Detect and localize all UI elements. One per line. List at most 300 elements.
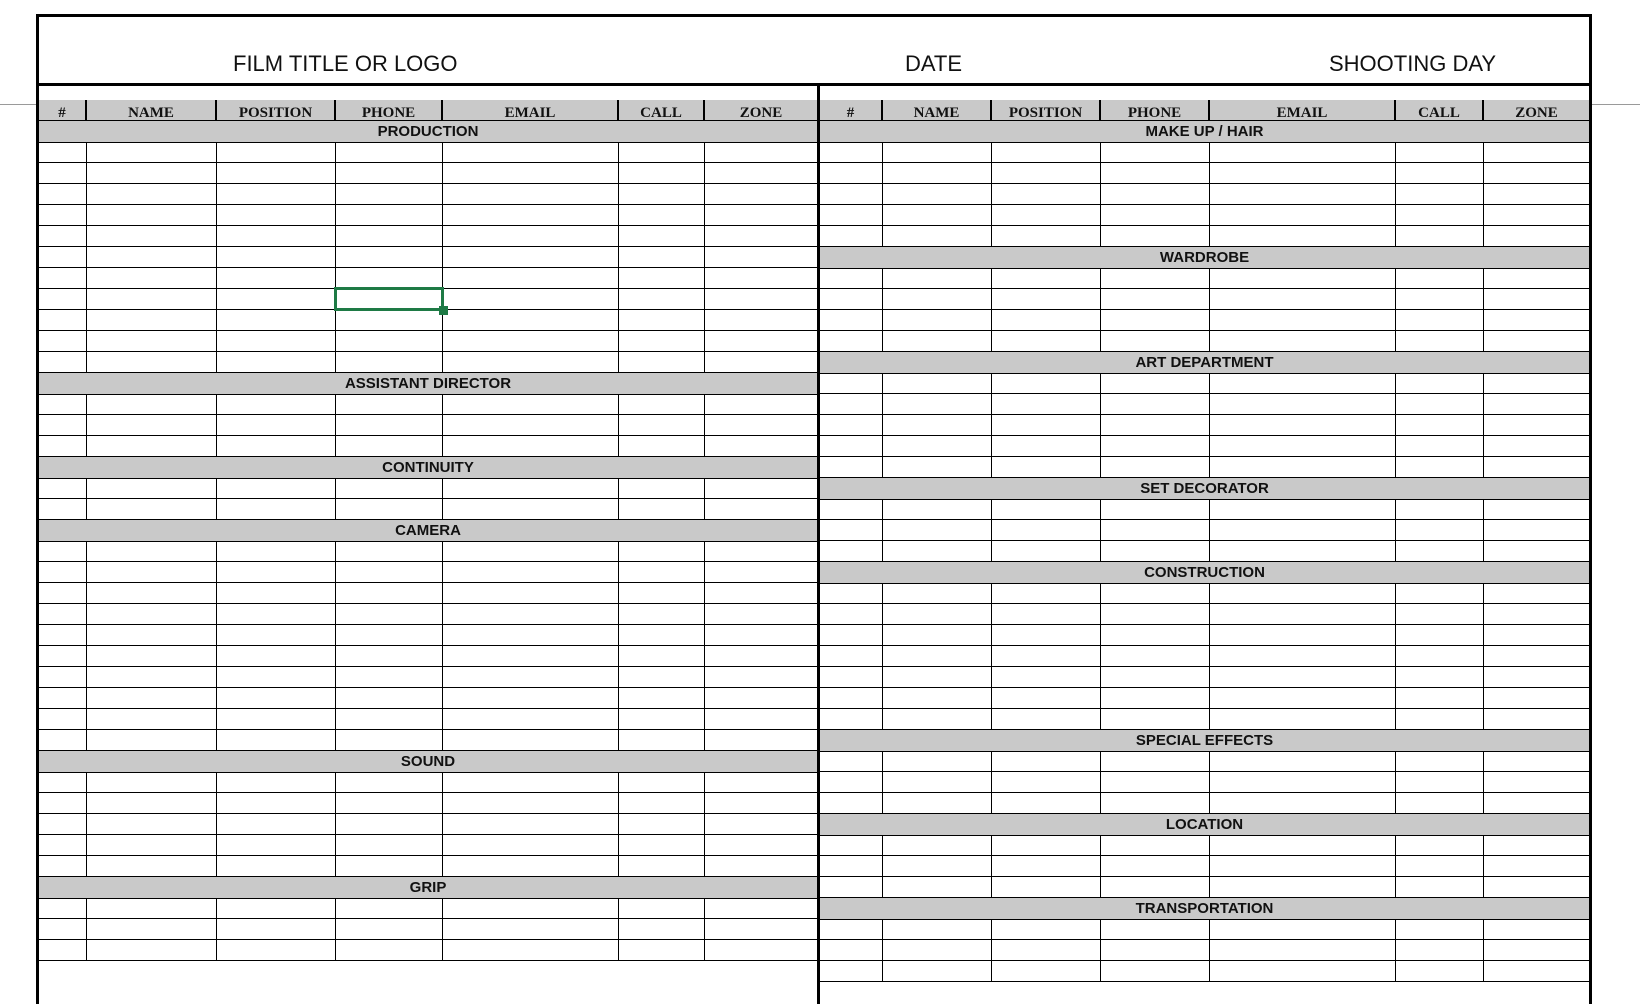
left-cell-zone[interactable]	[705, 625, 817, 646]
left-cell-num[interactable]	[39, 184, 87, 205]
section-wardrobe[interactable]: WARDROBE	[820, 247, 1589, 269]
film-title[interactable]: FILM TITLE OR LOGO	[233, 51, 458, 76]
section-special-effects[interactable]: SPECIAL EFFECTS	[820, 730, 1589, 752]
left-cell-call[interactable]	[619, 310, 705, 331]
left-cell-num[interactable]	[39, 352, 87, 373]
left-cell-call[interactable]	[619, 835, 705, 856]
right-cell-name[interactable]	[883, 310, 992, 331]
left-cell-name[interactable]	[87, 247, 217, 268]
right-cell-phone[interactable]	[1101, 184, 1210, 205]
left-cell-zone[interactable]	[705, 562, 817, 583]
left-cell-zone[interactable]	[705, 205, 817, 226]
left-cell-phone[interactable]	[336, 730, 443, 751]
right-cell-zone[interactable]	[1484, 646, 1589, 667]
left-cell-name[interactable]	[87, 583, 217, 604]
section-transportation[interactable]: TRANSPORTATION	[820, 898, 1589, 920]
right-cell-position[interactable]	[992, 583, 1101, 604]
left-cell-num[interactable]	[39, 268, 87, 289]
right-cell-name[interactable]	[883, 709, 992, 730]
left-cell-name[interactable]	[87, 625, 217, 646]
right-cell-call[interactable]	[1396, 310, 1484, 331]
right-cell-name[interactable]	[883, 268, 992, 289]
right-cell-call[interactable]	[1396, 856, 1484, 877]
left-cell-email[interactable]	[443, 289, 619, 310]
right-cell-email[interactable]	[1210, 709, 1396, 730]
left-cell-zone[interactable]	[705, 772, 817, 793]
right-cell-email[interactable]	[1210, 289, 1396, 310]
right-cell-call[interactable]	[1396, 772, 1484, 793]
right-cell-zone[interactable]	[1484, 142, 1589, 163]
left-cell-num[interactable]	[39, 499, 87, 520]
right-cell-name[interactable]	[883, 541, 992, 562]
left-cell-zone[interactable]	[705, 709, 817, 730]
right-cell-phone[interactable]	[1101, 331, 1210, 352]
right-cell-email[interactable]	[1210, 772, 1396, 793]
right-cell-email[interactable]	[1210, 604, 1396, 625]
left-cell-call[interactable]	[619, 730, 705, 751]
right-cell-email[interactable]	[1210, 394, 1396, 415]
right-cell-position[interactable]	[992, 415, 1101, 436]
right-cell-position[interactable]	[992, 394, 1101, 415]
right-cell-phone[interactable]	[1101, 436, 1210, 457]
right-cell-name[interactable]	[883, 226, 992, 247]
right-cell-email[interactable]	[1210, 541, 1396, 562]
left-cell-call[interactable]	[619, 646, 705, 667]
right-cell-name[interactable]	[883, 436, 992, 457]
left-cell-email[interactable]	[443, 436, 619, 457]
left-cell-num[interactable]	[39, 898, 87, 919]
left-cell-email[interactable]	[443, 205, 619, 226]
shooting-day-label[interactable]: SHOOTING DAY	[1329, 51, 1497, 76]
left-cell-zone[interactable]	[705, 310, 817, 331]
left-cell-email[interactable]	[443, 415, 619, 436]
left-cell-call[interactable]	[619, 394, 705, 415]
left-cell-call[interactable]	[619, 856, 705, 877]
left-cell-phone[interactable]	[336, 835, 443, 856]
right-cell-position[interactable]	[992, 709, 1101, 730]
left-cell-name[interactable]	[87, 856, 217, 877]
right-cell-num[interactable]	[820, 583, 883, 604]
right-cell-position[interactable]	[992, 457, 1101, 478]
left-cell-name[interactable]	[87, 730, 217, 751]
right-cell-num[interactable]	[820, 667, 883, 688]
right-cell-name[interactable]	[883, 415, 992, 436]
right-cell-call[interactable]	[1396, 793, 1484, 814]
left-cell-phone[interactable]	[336, 772, 443, 793]
right-cell-email[interactable]	[1210, 646, 1396, 667]
right-cell-email[interactable]	[1210, 583, 1396, 604]
left-cell-position[interactable]	[217, 856, 336, 877]
right-cell-position[interactable]	[992, 373, 1101, 394]
right-cell-name[interactable]	[883, 856, 992, 877]
left-cell-call[interactable]	[619, 709, 705, 730]
right-cell-num[interactable]	[820, 373, 883, 394]
right-cell-email[interactable]	[1210, 268, 1396, 289]
right-cell-phone[interactable]	[1101, 667, 1210, 688]
right-cell-call[interactable]	[1396, 667, 1484, 688]
left-cell-email[interactable]	[443, 730, 619, 751]
left-cell-name[interactable]	[87, 835, 217, 856]
left-col-header-position[interactable]: POSITION	[217, 100, 336, 121]
left-cell-email[interactable]	[443, 667, 619, 688]
left-cell-zone[interactable]	[705, 478, 817, 499]
left-cell-zone[interactable]	[705, 541, 817, 562]
left-cell-name[interactable]	[87, 667, 217, 688]
left-cell-email[interactable]	[443, 709, 619, 730]
right-cell-name[interactable]	[883, 163, 992, 184]
left-cell-phone[interactable]	[336, 352, 443, 373]
right-cell-call[interactable]	[1396, 583, 1484, 604]
left-cell-call[interactable]	[619, 289, 705, 310]
left-cell-num[interactable]	[39, 142, 87, 163]
left-cell-call[interactable]	[619, 793, 705, 814]
right-cell-name[interactable]	[883, 835, 992, 856]
left-cell-call[interactable]	[619, 562, 705, 583]
right-cell-position[interactable]	[992, 940, 1101, 961]
right-cell-zone[interactable]	[1484, 331, 1589, 352]
section-make-up-hair[interactable]: MAKE UP / HAIR	[820, 121, 1589, 143]
right-cell-zone[interactable]	[1484, 751, 1589, 772]
left-cell-num[interactable]	[39, 919, 87, 940]
left-cell-position[interactable]	[217, 331, 336, 352]
left-cell-zone[interactable]	[705, 436, 817, 457]
left-cell-phone[interactable]	[336, 541, 443, 562]
right-cell-call[interactable]	[1396, 457, 1484, 478]
left-cell-email[interactable]	[443, 583, 619, 604]
right-cell-phone[interactable]	[1101, 688, 1210, 709]
right-cell-name[interactable]	[883, 394, 992, 415]
right-cell-zone[interactable]	[1484, 436, 1589, 457]
right-cell-email[interactable]	[1210, 436, 1396, 457]
left-cell-num[interactable]	[39, 793, 87, 814]
left-cell-position[interactable]	[217, 226, 336, 247]
left-cell-num[interactable]	[39, 835, 87, 856]
left-cell-email[interactable]	[443, 940, 619, 961]
right-cell-call[interactable]	[1396, 520, 1484, 541]
left-cell-zone[interactable]	[705, 268, 817, 289]
left-cell-zone[interactable]	[705, 688, 817, 709]
left-cell-num[interactable]	[39, 688, 87, 709]
right-cell-phone[interactable]	[1101, 835, 1210, 856]
left-cell-phone[interactable]	[336, 814, 443, 835]
right-cell-phone[interactable]	[1101, 520, 1210, 541]
left-cell-position[interactable]	[217, 667, 336, 688]
right-cell-phone[interactable]	[1101, 373, 1210, 394]
right-cell-name[interactable]	[883, 667, 992, 688]
right-cell-zone[interactable]	[1484, 688, 1589, 709]
right-cell-zone[interactable]	[1484, 856, 1589, 877]
right-cell-zone[interactable]	[1484, 499, 1589, 520]
left-cell-num[interactable]	[39, 247, 87, 268]
right-cell-num[interactable]	[820, 310, 883, 331]
left-cell-position[interactable]	[217, 268, 336, 289]
right-cell-num[interactable]	[820, 877, 883, 898]
right-cell-position[interactable]	[992, 751, 1101, 772]
right-cell-phone[interactable]	[1101, 877, 1210, 898]
left-cell-zone[interactable]	[705, 667, 817, 688]
right-cell-phone[interactable]	[1101, 394, 1210, 415]
right-col-header-call[interactable]: CALL	[1396, 100, 1484, 121]
right-cell-num[interactable]	[820, 835, 883, 856]
right-cell-phone[interactable]	[1101, 415, 1210, 436]
right-cell-email[interactable]	[1210, 856, 1396, 877]
left-cell-phone[interactable]	[336, 940, 443, 961]
date-label[interactable]: DATE	[905, 51, 963, 76]
right-cell-num[interactable]	[820, 520, 883, 541]
left-col-header-email[interactable]: EMAIL	[443, 100, 619, 121]
left-cell-email[interactable]	[443, 835, 619, 856]
right-cell-email[interactable]	[1210, 499, 1396, 520]
right-col-header-phone[interactable]: PHONE	[1101, 100, 1210, 121]
right-cell-position[interactable]	[992, 163, 1101, 184]
right-cell-name[interactable]	[883, 604, 992, 625]
left-cell-name[interactable]	[87, 352, 217, 373]
left-cell-phone[interactable]	[336, 478, 443, 499]
left-cell-zone[interactable]	[705, 226, 817, 247]
right-cell-zone[interactable]	[1484, 919, 1589, 940]
left-cell-position[interactable]	[217, 394, 336, 415]
right-cell-phone[interactable]	[1101, 541, 1210, 562]
left-cell-phone[interactable]	[336, 499, 443, 520]
right-cell-num[interactable]	[820, 268, 883, 289]
right-cell-num[interactable]	[820, 142, 883, 163]
left-cell-phone[interactable]	[336, 646, 443, 667]
left-cell-call[interactable]	[619, 142, 705, 163]
left-cell-phone[interactable]	[336, 919, 443, 940]
left-cell-position[interactable]	[217, 625, 336, 646]
right-cell-zone[interactable]	[1484, 667, 1589, 688]
left-cell-num[interactable]	[39, 667, 87, 688]
right-cell-position[interactable]	[992, 961, 1101, 982]
left-cell-phone[interactable]	[336, 394, 443, 415]
right-cell-zone[interactable]	[1484, 772, 1589, 793]
left-cell-call[interactable]	[619, 940, 705, 961]
left-cell-name[interactable]	[87, 541, 217, 562]
left-cell-zone[interactable]	[705, 604, 817, 625]
right-cell-phone[interactable]	[1101, 268, 1210, 289]
right-cell-num[interactable]	[820, 625, 883, 646]
left-cell-num[interactable]	[39, 709, 87, 730]
left-cell-position[interactable]	[217, 415, 336, 436]
right-cell-email[interactable]	[1210, 373, 1396, 394]
right-cell-call[interactable]	[1396, 331, 1484, 352]
left-cell-email[interactable]	[443, 562, 619, 583]
right-cell-zone[interactable]	[1484, 226, 1589, 247]
left-cell-num[interactable]	[39, 310, 87, 331]
left-cell-phone[interactable]	[336, 793, 443, 814]
left-cell-num[interactable]	[39, 394, 87, 415]
left-cell-name[interactable]	[87, 772, 217, 793]
right-cell-phone[interactable]	[1101, 457, 1210, 478]
section-sound[interactable]: SOUND	[39, 751, 817, 773]
left-cell-name[interactable]	[87, 331, 217, 352]
right-cell-phone[interactable]	[1101, 961, 1210, 982]
left-cell-phone[interactable]	[336, 142, 443, 163]
left-cell-position[interactable]	[217, 352, 336, 373]
right-cell-name[interactable]	[883, 142, 992, 163]
left-col-header-call[interactable]: CALL	[619, 100, 705, 121]
right-cell-email[interactable]	[1210, 793, 1396, 814]
right-cell-num[interactable]	[820, 457, 883, 478]
right-cell-zone[interactable]	[1484, 940, 1589, 961]
right-cell-zone[interactable]	[1484, 877, 1589, 898]
left-cell-call[interactable]	[619, 436, 705, 457]
right-cell-position[interactable]	[992, 142, 1101, 163]
right-cell-position[interactable]	[992, 793, 1101, 814]
right-cell-position[interactable]	[992, 541, 1101, 562]
left-cell-zone[interactable]	[705, 730, 817, 751]
left-cell-call[interactable]	[619, 688, 705, 709]
left-cell-phone[interactable]	[336, 625, 443, 646]
left-cell-email[interactable]	[443, 793, 619, 814]
left-cell-name[interactable]	[87, 940, 217, 961]
left-cell-call[interactable]	[619, 667, 705, 688]
left-cell-phone[interactable]	[336, 268, 443, 289]
right-cell-position[interactable]	[992, 856, 1101, 877]
right-cell-zone[interactable]	[1484, 709, 1589, 730]
left-cell-name[interactable]	[87, 205, 217, 226]
left-cell-position[interactable]	[217, 688, 336, 709]
left-cell-position[interactable]	[217, 793, 336, 814]
left-cell-call[interactable]	[619, 205, 705, 226]
left-cell-phone[interactable]	[336, 331, 443, 352]
left-cell-zone[interactable]	[705, 940, 817, 961]
right-cell-position[interactable]	[992, 772, 1101, 793]
left-cell-num[interactable]	[39, 205, 87, 226]
right-cell-name[interactable]	[883, 793, 992, 814]
section-camera[interactable]: CAMERA	[39, 520, 817, 542]
left-cell-email[interactable]	[443, 478, 619, 499]
right-cell-name[interactable]	[883, 646, 992, 667]
right-cell-zone[interactable]	[1484, 835, 1589, 856]
right-cell-num[interactable]	[820, 163, 883, 184]
left-cell-name[interactable]	[87, 499, 217, 520]
left-cell-name[interactable]	[87, 793, 217, 814]
right-cell-name[interactable]	[883, 877, 992, 898]
left-cell-position[interactable]	[217, 940, 336, 961]
right-cell-position[interactable]	[992, 688, 1101, 709]
right-cell-zone[interactable]	[1484, 793, 1589, 814]
left-cell-call[interactable]	[619, 352, 705, 373]
right-cell-name[interactable]	[883, 625, 992, 646]
left-cell-position[interactable]	[217, 142, 336, 163]
right-cell-phone[interactable]	[1101, 499, 1210, 520]
left-cell-name[interactable]	[87, 814, 217, 835]
section-production[interactable]: PRODUCTION	[39, 121, 817, 143]
right-cell-position[interactable]	[992, 919, 1101, 940]
right-cell-phone[interactable]	[1101, 142, 1210, 163]
right-cell-call[interactable]	[1396, 436, 1484, 457]
left-cell-name[interactable]	[87, 604, 217, 625]
left-cell-email[interactable]	[443, 331, 619, 352]
right-cell-name[interactable]	[883, 457, 992, 478]
right-cell-call[interactable]	[1396, 688, 1484, 709]
left-cell-phone[interactable]	[336, 163, 443, 184]
left-cell-name[interactable]	[87, 646, 217, 667]
right-cell-num[interactable]	[820, 604, 883, 625]
right-cell-num[interactable]	[820, 919, 883, 940]
right-cell-phone[interactable]	[1101, 940, 1210, 961]
left-cell-phone[interactable]	[336, 205, 443, 226]
left-cell-phone[interactable]	[336, 562, 443, 583]
right-cell-position[interactable]	[992, 646, 1101, 667]
right-cell-call[interactable]	[1396, 919, 1484, 940]
right-cell-email[interactable]	[1210, 751, 1396, 772]
right-cell-zone[interactable]	[1484, 457, 1589, 478]
left-cell-zone[interactable]	[705, 289, 817, 310]
left-cell-num[interactable]	[39, 604, 87, 625]
right-cell-name[interactable]	[883, 772, 992, 793]
right-cell-position[interactable]	[992, 184, 1101, 205]
left-cell-position[interactable]	[217, 583, 336, 604]
left-cell-position[interactable]	[217, 499, 336, 520]
left-cell-zone[interactable]	[705, 919, 817, 940]
right-cell-phone[interactable]	[1101, 751, 1210, 772]
left-cell-num[interactable]	[39, 289, 87, 310]
left-cell-position[interactable]	[217, 163, 336, 184]
right-cell-zone[interactable]	[1484, 415, 1589, 436]
left-cell-name[interactable]	[87, 919, 217, 940]
right-cell-name[interactable]	[883, 289, 992, 310]
left-cell-phone[interactable]	[336, 898, 443, 919]
right-cell-position[interactable]	[992, 499, 1101, 520]
left-cell-name[interactable]	[87, 163, 217, 184]
left-cell-num[interactable]	[39, 772, 87, 793]
right-cell-num[interactable]	[820, 205, 883, 226]
left-cell-num[interactable]	[39, 415, 87, 436]
right-cell-zone[interactable]	[1484, 541, 1589, 562]
right-cell-num[interactable]	[820, 688, 883, 709]
right-cell-name[interactable]	[883, 331, 992, 352]
left-cell-call[interactable]	[619, 625, 705, 646]
section-grip[interactable]: GRIP	[39, 877, 817, 899]
right-cell-num[interactable]	[820, 709, 883, 730]
right-cell-name[interactable]	[883, 583, 992, 604]
left-cell-name[interactable]	[87, 142, 217, 163]
left-cell-position[interactable]	[217, 247, 336, 268]
right-cell-position[interactable]	[992, 835, 1101, 856]
right-cell-zone[interactable]	[1484, 205, 1589, 226]
right-cell-position[interactable]	[992, 205, 1101, 226]
right-cell-name[interactable]	[883, 940, 992, 961]
right-cell-email[interactable]	[1210, 961, 1396, 982]
left-cell-email[interactable]	[443, 394, 619, 415]
left-cell-zone[interactable]	[705, 352, 817, 373]
right-cell-num[interactable]	[820, 772, 883, 793]
left-col-header-[interactable]: #	[39, 100, 87, 121]
right-cell-num[interactable]	[820, 940, 883, 961]
left-cell-email[interactable]	[443, 541, 619, 562]
left-cell-position[interactable]	[217, 835, 336, 856]
right-cell-name[interactable]	[883, 184, 992, 205]
right-cell-zone[interactable]	[1484, 373, 1589, 394]
right-cell-position[interactable]	[992, 625, 1101, 646]
right-cell-zone[interactable]	[1484, 310, 1589, 331]
left-cell-call[interactable]	[619, 919, 705, 940]
left-cell-position[interactable]	[217, 562, 336, 583]
right-cell-call[interactable]	[1396, 709, 1484, 730]
right-cell-email[interactable]	[1210, 688, 1396, 709]
left-cell-call[interactable]	[619, 604, 705, 625]
right-cell-position[interactable]	[992, 310, 1101, 331]
right-cell-position[interactable]	[992, 604, 1101, 625]
left-cell-email[interactable]	[443, 226, 619, 247]
left-cell-position[interactable]	[217, 898, 336, 919]
left-cell-email[interactable]	[443, 184, 619, 205]
right-cell-phone[interactable]	[1101, 163, 1210, 184]
left-cell-zone[interactable]	[705, 856, 817, 877]
left-cell-phone[interactable]	[336, 604, 443, 625]
